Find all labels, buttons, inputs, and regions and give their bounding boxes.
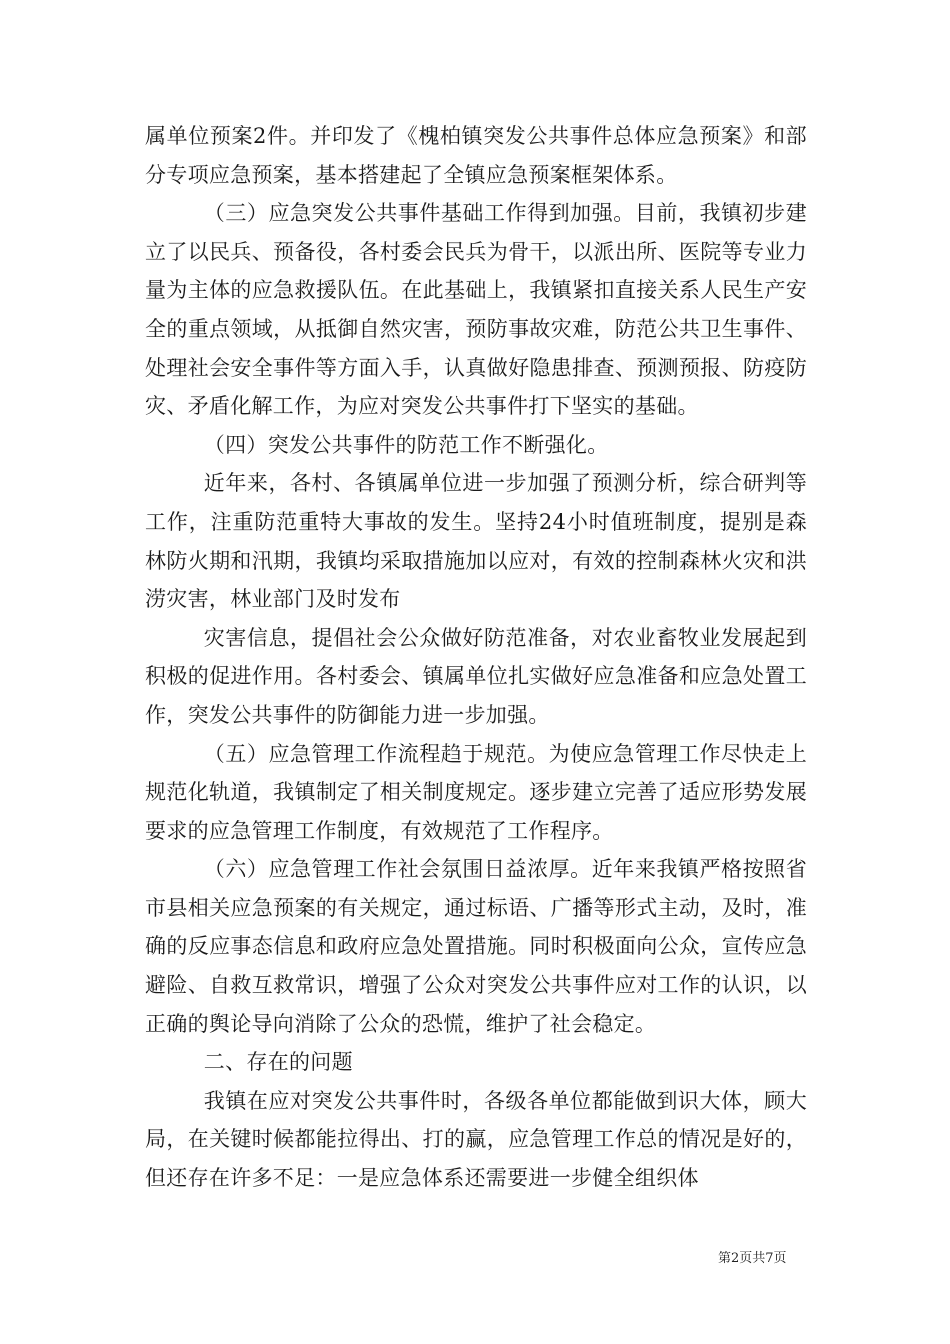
- paragraph-6: （五）应急管理工作流程趋于规范。为使应急管理工作尽快走上规范化轨道，我镇制定了相关制度规定。逐步建立完善了适应形势发展要求的应急管理工作制度，有效规范了工作程序。: [145, 741, 807, 843]
- paragraph-5: 灾害信息，提倡社会公众做好防范准备，对农业畜牧业发展起到积极的促进作用。各村委会、镇属单位扎实做好应急准备和应急处置工作，突发公共事件的防御能力进一步加强。: [145, 625, 807, 727]
- paragraph-3: （四）突发公共事件的防范工作不断强化。: [203, 432, 609, 457]
- document-body: [145, 117, 807, 1198]
- page-number: 第2页共7页: [718, 1251, 787, 1266]
- paragraph-4: 近年来，各村、各镇属单位进一步加强了预测分析，综合研判等工作，注重防范重特大事故的发生。坚持24小时值班制度，提别是森林防火期和汛期，我镇均采取措施加以应对，有效的控制森林火灾和洪涝灾害，林业部门及时发布: [145, 471, 807, 612]
- section-heading: 二、存在的问题: [203, 1050, 353, 1075]
- paragraph-7: （六）应急管理工作社会氛围日益浓厚。近年来我镇严格按照省市县相关应急预案的有关规定，通过标语、广播等形式主动，及时，准确的反应事态信息和政府应急处置措施。同时积极面向公众，宣传应急避险、自救互救常识，增强了公众对突发公共事件应对工作的认识，以正确的舆论导向消除了公众的恐慌，维护了社会稳定。: [145, 857, 807, 1036]
- paragraph-8: 我镇在应对突发公共事件时，各级各单位都能做到识大体，顾大局，在关键时候都能拉得出、打的赢，应急管理工作总的情况是好的，但还存在许多不足：一是应急体系还需要进一步健全组织体: [145, 1088, 807, 1191]
- paragraph-2: （三）应急突发公共事件基础工作得到加强。目前，我镇初步建立了以民兵、预备役，各村委会民兵为骨干，以派出所、医院等专业力量为主体的应急救援队伍。在此基础上，我镇紧扣直接关系人民生产安全的重点领域，从抵御自然灾害，预防事故灾难，防范公共卫生事件、处理社会安全事件等方面入手，认真做好隐患排查、预测预报、防疫防灾、矛盾化解工作，为应对突发公共事件打下坚实的基础。: [145, 201, 807, 419]
- paragraph-1: 属单位预案2件。并印发了《槐柏镇突发公共事件总体应急预案》和部分专项应急预案，基本搭建起了全镇应急预案框架体系。: [145, 124, 807, 187]
